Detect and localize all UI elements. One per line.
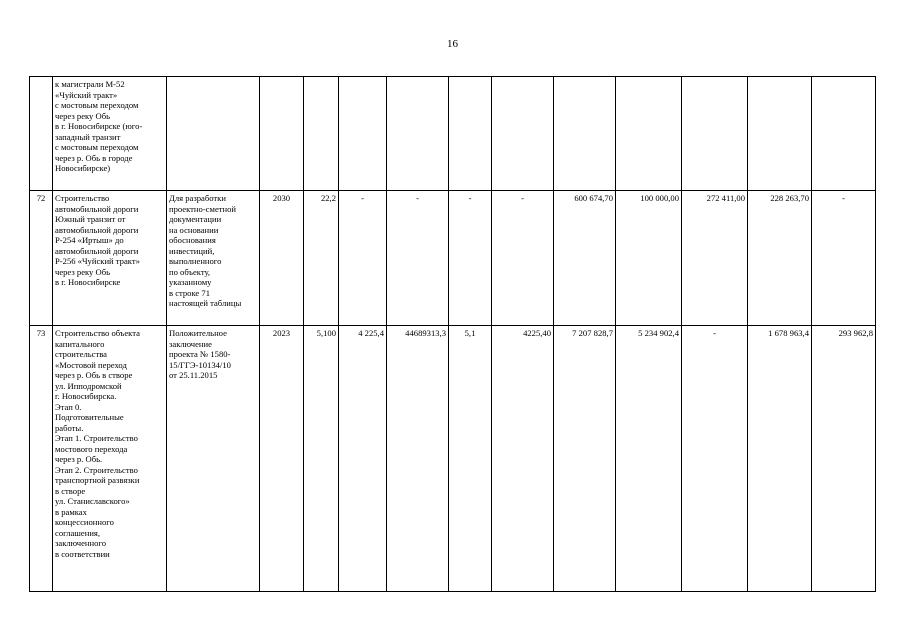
basis-cell: Для разработки проектно-сметной документации на основании обоснования инвестиций, выполненного по объекту, указанному в строке 71 настоящей таблицы <box>167 191 260 326</box>
value-cell: 1 678 963,4 <box>748 326 812 592</box>
value-cell: 5 234 902,4 <box>616 326 682 592</box>
value-cell: 5,100 <box>304 326 339 592</box>
value-cell: 44689313,3 <box>387 326 449 592</box>
value-cell <box>449 77 492 191</box>
value-cell: 600 674,70 <box>554 191 616 326</box>
value-cell: - <box>492 191 554 326</box>
value-cell <box>812 77 876 191</box>
value-cell <box>304 77 339 191</box>
row-number-cell: 72 <box>30 191 53 326</box>
object-name-cell: Строительство автомобильной дороги Южный транзит от автомобильной дороги Р-254 «Иртыш» до автомобильной дороги Р-256 «Чуйский тракт» через реку Обь в г. Новосибирске <box>53 191 167 326</box>
table-row <box>30 326 876 592</box>
value-cell: 7 207 828,7 <box>554 326 616 592</box>
object-name-cell: к магистрали М-52 «Чуйский тракт» с мостовым переходом через реку Обь в г. Новосибирске (юго- западный транзит с мостовым переходом через р. Обь в городе Новосибирске) <box>53 77 167 191</box>
value-cell: - <box>339 191 387 326</box>
value-cell: 100 000,00 <box>616 191 682 326</box>
table-row <box>30 191 876 326</box>
row-number-cell <box>30 77 53 191</box>
table-row <box>30 77 876 191</box>
basis-cell <box>167 77 260 191</box>
value-cell: - <box>387 191 449 326</box>
value-cell <box>616 77 682 191</box>
value-cell: 22,2 <box>304 191 339 326</box>
value-cell: 272 411,00 <box>682 191 748 326</box>
value-cell <box>554 77 616 191</box>
value-cell <box>387 77 449 191</box>
value-cell <box>339 77 387 191</box>
page-number: 16 <box>447 38 458 50</box>
value-cell: 4 225,4 <box>339 326 387 592</box>
year-cell: 2023 <box>260 326 304 592</box>
value-cell <box>748 77 812 191</box>
value-cell <box>682 77 748 191</box>
value-cell: - <box>449 191 492 326</box>
year-cell <box>260 77 304 191</box>
basis-cell: Положительное заключение проекта № 1580- 15/ГГЭ-10134/10 от 25.11.2015 <box>167 326 260 592</box>
data-table <box>29 76 876 592</box>
row-number-cell: 73 <box>30 326 53 592</box>
value-cell: - <box>812 191 876 326</box>
value-cell: - <box>682 326 748 592</box>
value-cell: 5,1 <box>449 326 492 592</box>
value-cell: 293 962,8 <box>812 326 876 592</box>
value-cell: 4225,40 <box>492 326 554 592</box>
object-name-cell: Строительство объекта капитального строительства «Мостовой переход через р. Обь в створе ул. Ипподромской г. Новосибирска. Этап 0. Подготовительные работы. Этап 1. Строительство мостового перехода через р. Обь. Этап 2. Строительство транспортной развязки в створе ул. Станиславского» в рамках концессионного соглашения, заключенного в соответствии <box>53 326 167 592</box>
value-cell <box>492 77 554 191</box>
year-cell: 2030 <box>260 191 304 326</box>
value-cell: 228 263,70 <box>748 191 812 326</box>
